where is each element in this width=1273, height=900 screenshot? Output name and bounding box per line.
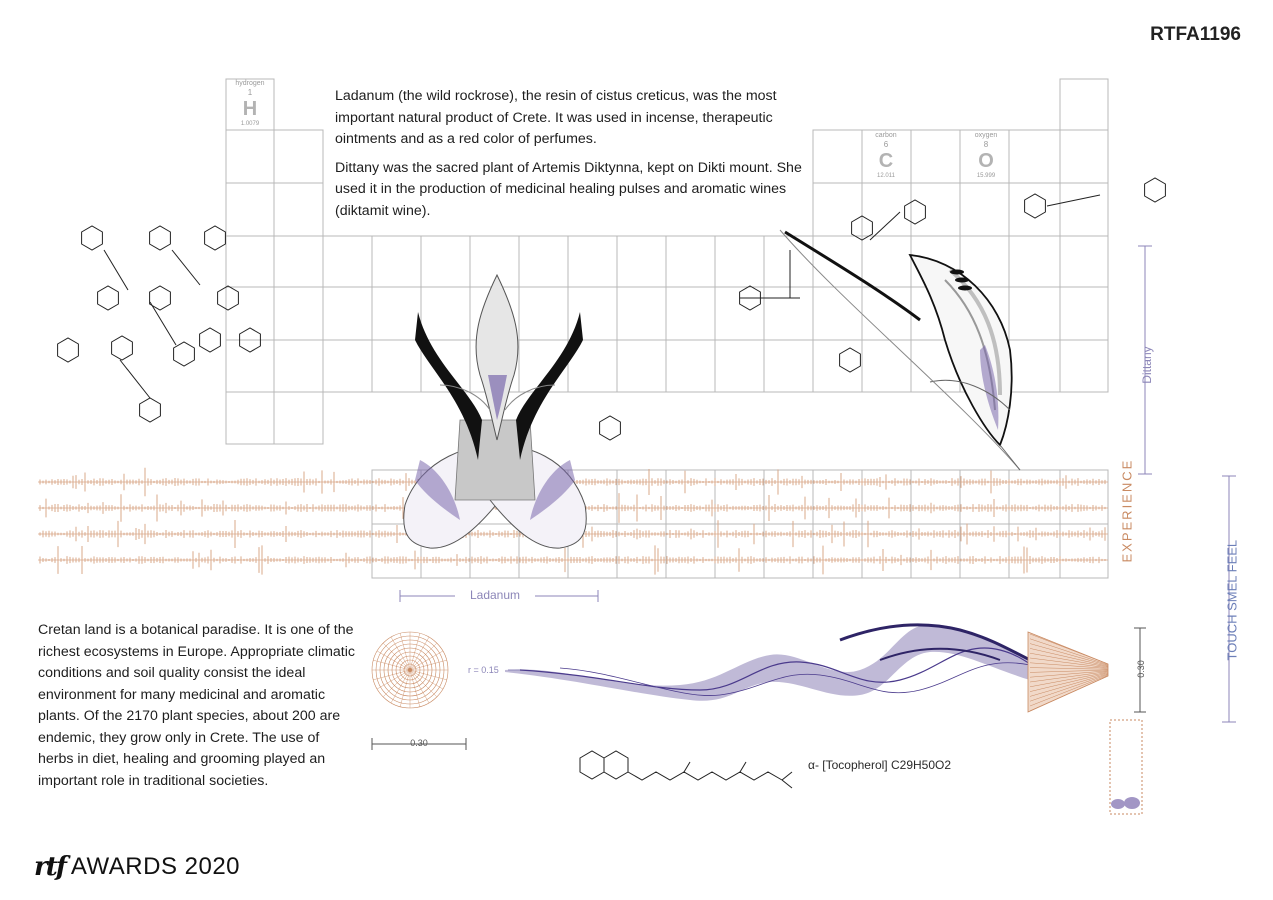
grid-cell xyxy=(323,287,372,340)
tocopherol-structure xyxy=(580,751,792,788)
polar-spoke xyxy=(410,637,429,670)
grid-cell xyxy=(568,236,617,287)
polar-center xyxy=(408,668,412,672)
grid-cell xyxy=(715,470,764,524)
polar-spoke xyxy=(391,670,410,703)
grid-cell xyxy=(813,236,862,287)
element-number: 1 xyxy=(247,88,253,97)
grid-cell xyxy=(764,470,813,524)
purple-ribbon xyxy=(505,625,1108,712)
grid-cell xyxy=(764,287,813,340)
bond xyxy=(172,250,200,285)
grid-cell xyxy=(1060,130,1108,183)
polar-spoke xyxy=(377,651,410,670)
grid-cell xyxy=(960,470,1009,524)
grid-cell xyxy=(862,183,911,236)
benzene-ring xyxy=(1145,178,1166,202)
grid-cell xyxy=(226,392,274,444)
grid-cell xyxy=(226,340,274,392)
benzene-ring xyxy=(200,328,221,352)
benzene-ring xyxy=(58,338,79,362)
project-code: RTFA1196 xyxy=(1150,24,1241,45)
grid-cell xyxy=(1009,183,1060,236)
element-tile-carbon xyxy=(862,131,910,180)
element-name: carbon xyxy=(875,132,897,139)
grid-cell xyxy=(226,287,274,340)
grid-cell xyxy=(1009,130,1060,183)
grid-cell xyxy=(813,470,862,524)
intro-paragraph-dittany: Dittany was the sacred plant of Artemis Diktynna, kept on Dikti mount. She used it in the production of medicinal healing pulses and aromatic wines (diktamit wine). xyxy=(335,159,802,219)
grid-cell xyxy=(372,340,421,392)
grid-cell xyxy=(862,524,911,578)
polar-spoke xyxy=(410,670,443,689)
grid-cell xyxy=(666,236,715,287)
element-mass: 15.999 xyxy=(976,173,996,179)
grid-cell xyxy=(274,236,323,287)
bond xyxy=(120,360,150,398)
grid-cell xyxy=(911,130,960,183)
grid-cell xyxy=(274,340,323,392)
grid-cell xyxy=(617,287,666,340)
element-symbol: H xyxy=(242,98,258,120)
grid-cell xyxy=(323,340,372,392)
element-mass: 12.011 xyxy=(877,173,895,179)
benzene-ring xyxy=(218,286,239,310)
grid-cell xyxy=(666,340,715,392)
dimension-label-right: 0.30 xyxy=(1136,660,1146,678)
grid-cell xyxy=(226,236,274,287)
crete-paragraph: Cretan land is a botanical paradise. It is one of the richest ecosystems in Europe. Appropriate climatic conditions and soil quality consist the ideal environment for many medicinal and aromatic plants. Of the 2170 plant species, about 200 are endemic, they grow only in Crete. The use of herbs in diet, healing and grooming played an important role in traditional societies. xyxy=(38,622,355,789)
element-tile-oxygen xyxy=(962,131,1010,180)
grid-cell xyxy=(1060,287,1108,340)
grid-cell xyxy=(911,470,960,524)
grid-cell xyxy=(862,340,911,392)
grid-cell xyxy=(519,236,568,287)
grid-cell xyxy=(813,287,862,340)
element-name: hydrogen xyxy=(235,80,265,87)
polar-spoke xyxy=(410,670,429,703)
benzene-ring xyxy=(1025,194,1046,218)
benzene-ring xyxy=(112,336,133,360)
grid-cell xyxy=(274,287,323,340)
ladanum-flower-illustration xyxy=(404,275,587,548)
crete-description xyxy=(38,620,358,792)
grid-cell xyxy=(1060,79,1108,130)
grid-cell xyxy=(226,130,274,183)
touch-smel-feel-label: TOUCH SMEL FEEL xyxy=(1224,539,1240,661)
grid-cell xyxy=(421,236,470,287)
grid-cell xyxy=(274,130,323,183)
grid-cell xyxy=(960,183,1009,236)
small-purple-blobs xyxy=(1111,797,1140,809)
grid-cell xyxy=(470,524,519,578)
intro-paragraph-ladanum: Ladanum (the wild rockrose), the resin of cistus creticus, was the most important natural product of Crete. It was used in incense, therapeutic ointments and as a red color of perfumes. xyxy=(335,88,777,147)
grid-cell xyxy=(274,392,323,444)
benzene-ring xyxy=(174,342,195,366)
grid-cell xyxy=(617,236,666,287)
polar-spoke xyxy=(377,670,410,689)
experience-label: EXPERIENCE xyxy=(1119,458,1135,563)
grid-cell xyxy=(323,236,372,287)
element-number: 6 xyxy=(883,140,889,149)
grid-cell xyxy=(1060,236,1108,287)
grid-cell xyxy=(617,524,666,578)
element-symbol: O xyxy=(978,150,994,172)
benzene-ring xyxy=(600,416,621,440)
grid-cell xyxy=(666,287,715,340)
tocopherol-formula-label: α- [Tocopherol] C29H50O2 xyxy=(808,758,952,772)
grid-cell xyxy=(764,524,813,578)
grid-cell xyxy=(226,183,274,236)
dittany-leaf-illustration xyxy=(780,230,1020,470)
grid-cell xyxy=(813,340,862,392)
grid-cell xyxy=(666,470,715,524)
rtf-logo-mark: rtf xyxy=(34,852,65,882)
grid-cell xyxy=(519,287,568,340)
ladanum-label: Ladanum xyxy=(455,588,535,602)
polar-spoke xyxy=(391,637,410,670)
element-number: 8 xyxy=(983,140,989,149)
grid-cell xyxy=(421,287,470,340)
grid-cell xyxy=(1060,340,1108,392)
grid-cell xyxy=(813,130,862,183)
dimension-label-left: 0.30 xyxy=(410,738,428,748)
polar-target-diagram xyxy=(372,632,448,708)
benzene-ring xyxy=(82,226,103,250)
grid-cell xyxy=(764,340,813,392)
benzene-ring xyxy=(98,286,119,310)
grid-cell xyxy=(715,340,764,392)
grid-cell xyxy=(1060,470,1108,524)
radius-label: r = 0.15 xyxy=(468,665,499,675)
intro-text xyxy=(335,86,810,229)
grid-cell xyxy=(911,183,960,236)
grid-cell xyxy=(372,236,421,287)
bond xyxy=(1047,195,1100,206)
benzene-ring xyxy=(205,226,226,250)
bond xyxy=(104,250,128,290)
benzene-ring xyxy=(150,226,171,250)
grid-cell xyxy=(1009,524,1060,578)
element-name: oxygen xyxy=(974,132,998,139)
grid-cell xyxy=(372,287,421,340)
benzene-ring xyxy=(840,348,861,372)
grid-cell xyxy=(617,470,666,524)
awards-year-text: AWARDS 2020 xyxy=(70,853,241,880)
grid-cell xyxy=(1060,183,1108,236)
grid-cell xyxy=(911,524,960,578)
grid-cell xyxy=(862,236,911,287)
grid-cell xyxy=(1009,470,1060,524)
grid-cell xyxy=(274,183,323,236)
benzene-ring xyxy=(140,398,161,422)
polar-spoke xyxy=(410,651,443,670)
grid-cell xyxy=(715,236,764,287)
element-mass: 1.0079 xyxy=(240,121,260,127)
dittany-label: Dittany xyxy=(1140,346,1154,384)
grid-cell xyxy=(1009,236,1060,287)
grid-cell xyxy=(617,340,666,392)
grid-cell xyxy=(1009,287,1060,340)
element-symbol: C xyxy=(878,150,894,172)
rtf-awards-logo xyxy=(34,852,240,882)
grid-cell xyxy=(1009,340,1060,392)
grid-cell xyxy=(813,183,862,236)
element-tile-hydrogen xyxy=(226,79,274,128)
benzene-ring xyxy=(905,200,926,224)
